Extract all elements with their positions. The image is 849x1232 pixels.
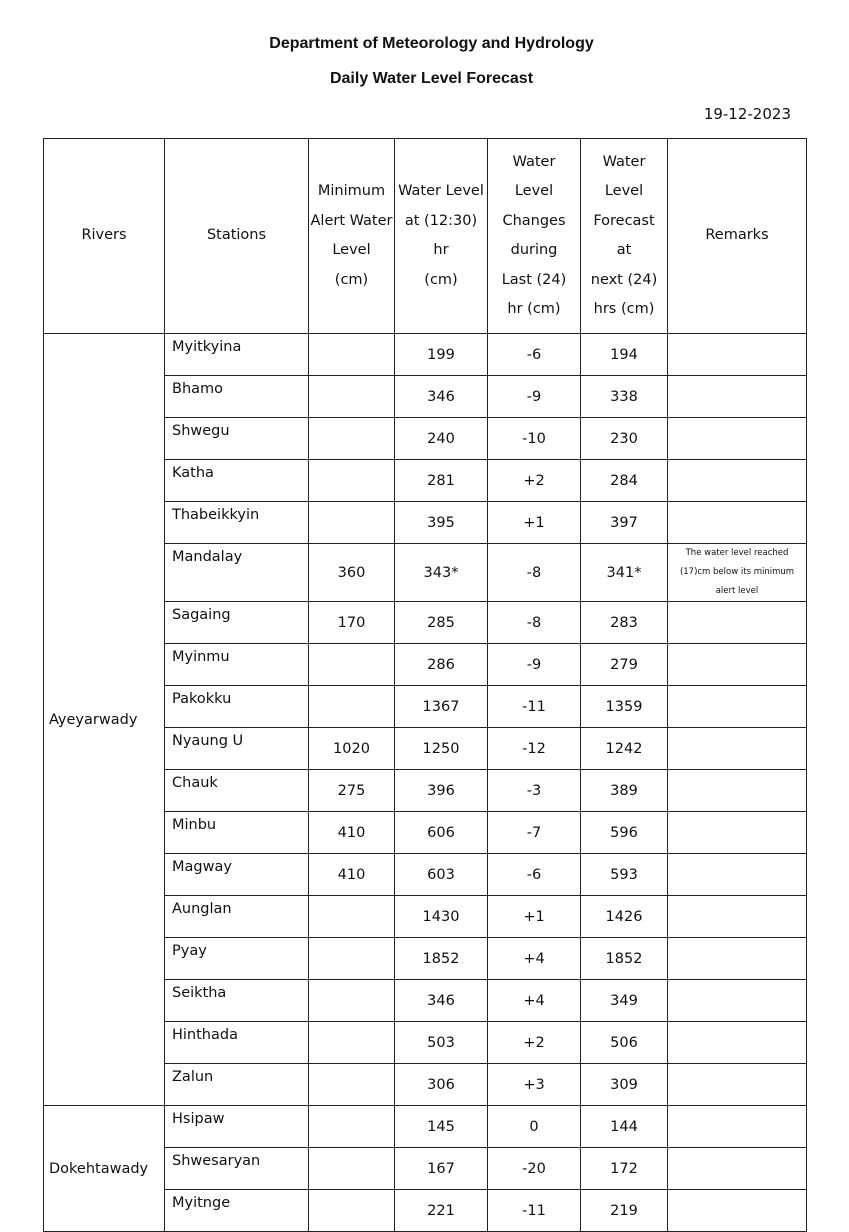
change-cell: +2 — [488, 460, 581, 502]
river-cell: Ayeyarwady — [44, 334, 165, 1106]
remark-cell — [668, 938, 807, 980]
level-cell: 199 — [395, 334, 488, 376]
change-cell: -12 — [488, 728, 581, 770]
change-cell: -7 — [488, 812, 581, 854]
water-level-table — [43, 138, 807, 1232]
station-cell: Hsipaw — [165, 1106, 309, 1148]
level-cell: 346 — [395, 376, 488, 418]
min-alert-cell — [309, 1106, 395, 1148]
change-cell: -10 — [488, 418, 581, 460]
header-rivers: Rivers — [44, 139, 165, 334]
header-water-level: Water Level at (12:30) hr (cm) — [395, 139, 488, 334]
station-cell: Shwesaryan — [165, 1148, 309, 1190]
level-cell: 221 — [395, 1190, 488, 1232]
station-cell: Mandalay — [165, 544, 309, 602]
min-alert-cell — [309, 1064, 395, 1106]
change-cell: +4 — [488, 938, 581, 980]
river-cell: Dokehtawady — [44, 1106, 165, 1232]
forecast-cell: 1426 — [581, 896, 668, 938]
header-changes: Water Level Changes during Last (24) hr (cm) — [488, 139, 581, 334]
min-alert-cell — [309, 1190, 395, 1232]
forecast-cell: 219 — [581, 1190, 668, 1232]
change-cell: -11 — [488, 1190, 581, 1232]
forecast-cell: 230 — [581, 418, 668, 460]
remark-cell — [668, 1022, 807, 1064]
station-cell: Chauk — [165, 770, 309, 812]
change-cell: -6 — [488, 334, 581, 376]
min-alert-cell: 275 — [309, 770, 395, 812]
remark-cell — [668, 770, 807, 812]
remark-cell — [668, 854, 807, 896]
level-cell: 1250 — [395, 728, 488, 770]
change-cell: -8 — [488, 602, 581, 644]
remark-cell — [668, 602, 807, 644]
table-row — [44, 334, 807, 376]
forecast-cell: 397 — [581, 502, 668, 544]
station-cell: Zalun — [165, 1064, 309, 1106]
station-cell: Nyaung U — [165, 728, 309, 770]
min-alert-cell — [309, 686, 395, 728]
min-alert-cell — [309, 334, 395, 376]
remark-cell — [668, 376, 807, 418]
station-cell: Bhamo — [165, 376, 309, 418]
level-cell: 503 — [395, 1022, 488, 1064]
forecast-cell: 1359 — [581, 686, 668, 728]
station-cell: Minbu — [165, 812, 309, 854]
min-alert-cell — [309, 896, 395, 938]
change-cell: +3 — [488, 1064, 581, 1106]
level-cell: 145 — [395, 1106, 488, 1148]
remark-cell — [668, 980, 807, 1022]
forecast-cell: 338 — [581, 376, 668, 418]
min-alert-cell: 360 — [309, 544, 395, 602]
remark-cell — [668, 502, 807, 544]
min-alert-cell: 1020 — [309, 728, 395, 770]
change-cell: +4 — [488, 980, 581, 1022]
level-cell: 285 — [395, 602, 488, 644]
change-cell: +1 — [488, 502, 581, 544]
change-cell: -9 — [488, 376, 581, 418]
station-cell: Thabeikkyin — [165, 502, 309, 544]
forecast-cell: 144 — [581, 1106, 668, 1148]
level-cell: 343* — [395, 544, 488, 602]
min-alert-cell — [309, 1022, 395, 1064]
header-forecast: Water Level Forecast at next (24) hrs (cm) — [581, 139, 668, 334]
station-cell: Pakokku — [165, 686, 309, 728]
level-cell: 306 — [395, 1064, 488, 1106]
level-cell: 1430 — [395, 896, 488, 938]
station-cell: Katha — [165, 460, 309, 502]
document-title: Department of Meteorology and Hydrology — [269, 35, 594, 52]
document-subtitle: Daily Water Level Forecast — [329, 70, 534, 87]
forecast-cell: 349 — [581, 980, 668, 1022]
station-cell: Shwegu — [165, 418, 309, 460]
station-cell: Myitnge — [165, 1190, 309, 1232]
station-cell: Myitkyina — [165, 334, 309, 376]
level-cell: 395 — [395, 502, 488, 544]
remark-cell — [668, 1148, 807, 1190]
level-cell: 346 — [395, 980, 488, 1022]
forecast-cell: 341* — [581, 544, 668, 602]
change-cell: -6 — [488, 854, 581, 896]
header-min-alert: Minimum Alert Water Level (cm) — [309, 139, 395, 334]
forecast-cell: 279 — [581, 644, 668, 686]
min-alert-cell — [309, 1148, 395, 1190]
level-cell: 286 — [395, 644, 488, 686]
forecast-cell: 593 — [581, 854, 668, 896]
min-alert-cell — [309, 980, 395, 1022]
forecast-cell: 309 — [581, 1064, 668, 1106]
remark-cell — [668, 686, 807, 728]
level-cell: 240 — [395, 418, 488, 460]
report-date: 19-12-2023 — [703, 105, 791, 123]
remark-cell — [668, 418, 807, 460]
station-cell: Magway — [165, 854, 309, 896]
change-cell: +1 — [488, 896, 581, 938]
change-cell: -9 — [488, 644, 581, 686]
change-cell: +2 — [488, 1022, 581, 1064]
station-cell: Sagaing — [165, 602, 309, 644]
remark-cell — [668, 460, 807, 502]
forecast-cell: 506 — [581, 1022, 668, 1064]
min-alert-cell — [309, 460, 395, 502]
change-cell: -20 — [488, 1148, 581, 1190]
forecast-cell: 194 — [581, 334, 668, 376]
min-alert-cell: 170 — [309, 602, 395, 644]
station-cell: Seiktha — [165, 980, 309, 1022]
level-cell: 603 — [395, 854, 488, 896]
min-alert-cell — [309, 502, 395, 544]
forecast-cell: 1242 — [581, 728, 668, 770]
station-cell: Myinmu — [165, 644, 309, 686]
forecast-cell: 283 — [581, 602, 668, 644]
remark-cell — [668, 1190, 807, 1232]
level-cell: 1852 — [395, 938, 488, 980]
min-alert-cell: 410 — [309, 812, 395, 854]
forecast-cell: 389 — [581, 770, 668, 812]
remark-cell — [668, 812, 807, 854]
remark-cell — [668, 644, 807, 686]
station-cell: Aunglan — [165, 896, 309, 938]
header-stations: Stations — [165, 139, 309, 334]
min-alert-cell — [309, 376, 395, 418]
level-cell: 1367 — [395, 686, 488, 728]
remark-cell — [668, 1106, 807, 1148]
min-alert-cell — [309, 644, 395, 686]
forecast-cell: 284 — [581, 460, 668, 502]
station-cell: Hinthada — [165, 1022, 309, 1064]
remark-cell — [668, 334, 807, 376]
change-cell: -3 — [488, 770, 581, 812]
min-alert-cell: 410 — [309, 854, 395, 896]
remark-cell — [668, 1064, 807, 1106]
forecast-cell: 596 — [581, 812, 668, 854]
table-row — [44, 1106, 807, 1148]
forecast-cell: 172 — [581, 1148, 668, 1190]
header-row — [44, 139, 807, 334]
min-alert-cell — [309, 938, 395, 980]
level-cell: 281 — [395, 460, 488, 502]
change-cell: -8 — [488, 544, 581, 602]
forecast-cell: 1852 — [581, 938, 668, 980]
level-cell: 606 — [395, 812, 488, 854]
remark-cell: The water level reached (17)cm below its minimum alert level — [668, 544, 807, 602]
level-cell: 396 — [395, 770, 488, 812]
station-cell: Pyay — [165, 938, 309, 980]
change-cell: -11 — [488, 686, 581, 728]
remark-cell — [668, 728, 807, 770]
change-cell: 0 — [488, 1106, 581, 1148]
remark-cell — [668, 896, 807, 938]
level-cell: 167 — [395, 1148, 488, 1190]
header-remarks: Remarks — [668, 139, 807, 334]
min-alert-cell — [309, 418, 395, 460]
